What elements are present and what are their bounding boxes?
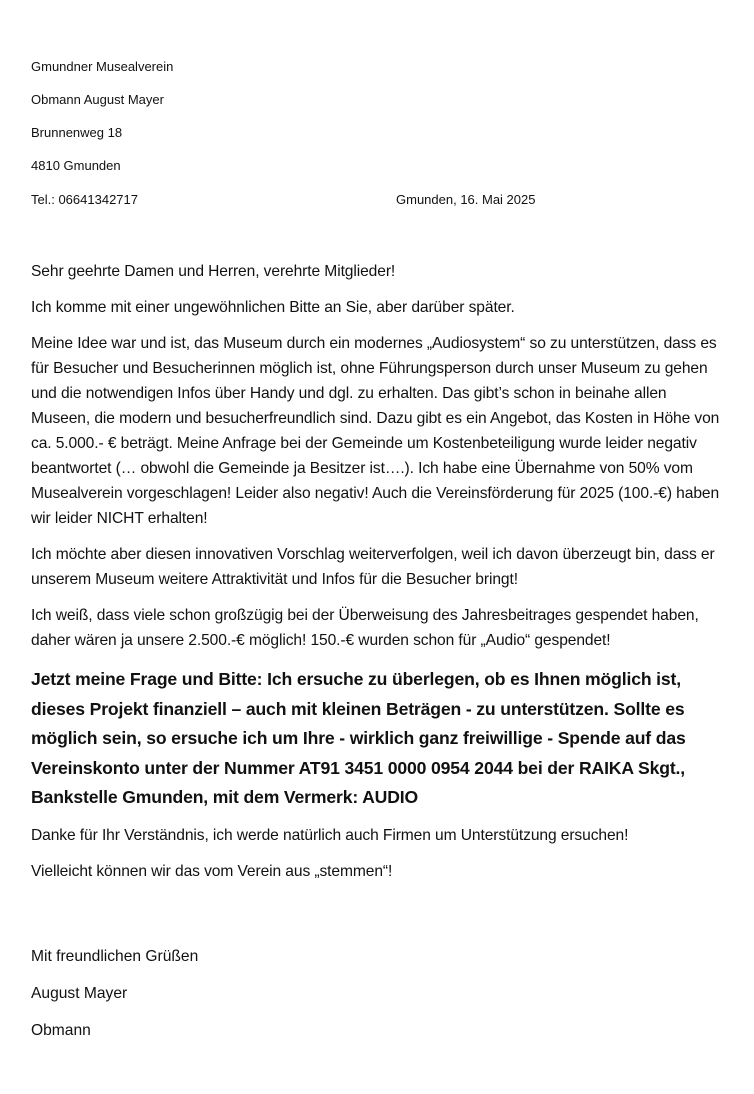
sender-street: Brunnenweg 18: [31, 125, 123, 140]
sender-city: 4810 Gmunden: [31, 158, 121, 173]
paragraph-idea: Meine Idee war und ist, das Museum durch ein modernes „Audiosystem“ so zu unterstützen, dass es für Besucher und Besucherinnen möglich ist, ohne Führungsperson durch unser Museum zu gehen und die notwendigen Infos über Handy und dgl. zu erhalten. Das gibt’s schon in beinahe allen Museen, die modern und besucherfreundlich sind. Dazu gibt es ein Angebot, das Kosten in Höhe von ca. 5.000.- € beträgt. Meine Anfrage bei der Gemeinde um Kostenbeteiligung wurde leider negativ beantwortet (… obwohl die Gemeinde ja Besitzer ist….). Ich habe eine Übernahme von 50% vom Musealverein vorgeschlagen! Leider also negativ! Auch die Vereinsförderung für 2025 (100.-€) haben wir leider NICHT erhalten!: [31, 335, 720, 527]
signature-name: August Mayer: [31, 985, 128, 1002]
paragraph-thanks: Danke für Ihr Verständnis, ich werde natürlich auch Firmen um Unterstützung ersuchen!: [31, 826, 629, 844]
salutation: Sehr geehrte Damen und Herren, verehrte Mitglieder!: [31, 263, 396, 280]
signature-title: Obmann: [31, 1022, 91, 1039]
donation-request: Jetzt meine Frage und Bitte: Ich ersuche zu überlegen, ob es Ihnen möglich ist, dieses Projekt finanziell – auch mit kleinen Beträgen - zu unterstützen. Sollte es möglich sein, so ersuche ich um Ihre - wirklich ganz freiwillige - Spende auf das Vereinskonto unter der Nummer AT91 3451 0000 0954 2044 bei der RAIKA Skgt., Bankstelle Gmunden, mit dem Vermerk: AUDIO: [31, 669, 686, 807]
letter-body: [31, 259, 721, 895]
paragraph-donations: Ich weiß, dass viele schon großzügig bei der Überweisung des Jahresbeitrages gespendet haben, daher wären ja unsere 2.500.-€ möglich! 150.-€ wurden schon für „Audio“ gespendet!: [31, 607, 699, 649]
sender-phone: Tel.: 06641342717: [31, 192, 138, 207]
paragraph-proposal: Ich möchte aber diesen innovativen Vorschlag weiterverfolgen, weil ich davon überzeugt bin, dass er unserem Museum weitere Attraktivität und Infos für die Besucher bringt!: [31, 546, 715, 588]
sender-chairman: Obmann August Mayer: [31, 92, 164, 107]
closing-greeting: Mit freundlichen Grüßen: [31, 948, 199, 965]
sender-organization: Gmundner Musealverein: [31, 59, 174, 74]
paragraph-closing-hope: Vielleicht können wir das vom Verein aus „stemmen“!: [31, 862, 393, 880]
paragraph-intro: Ich komme mit einer ungewöhnlichen Bitte an Sie, aber darüber später.: [31, 299, 515, 316]
letter-date: Gmunden, 16. Mai 2025: [396, 192, 536, 207]
